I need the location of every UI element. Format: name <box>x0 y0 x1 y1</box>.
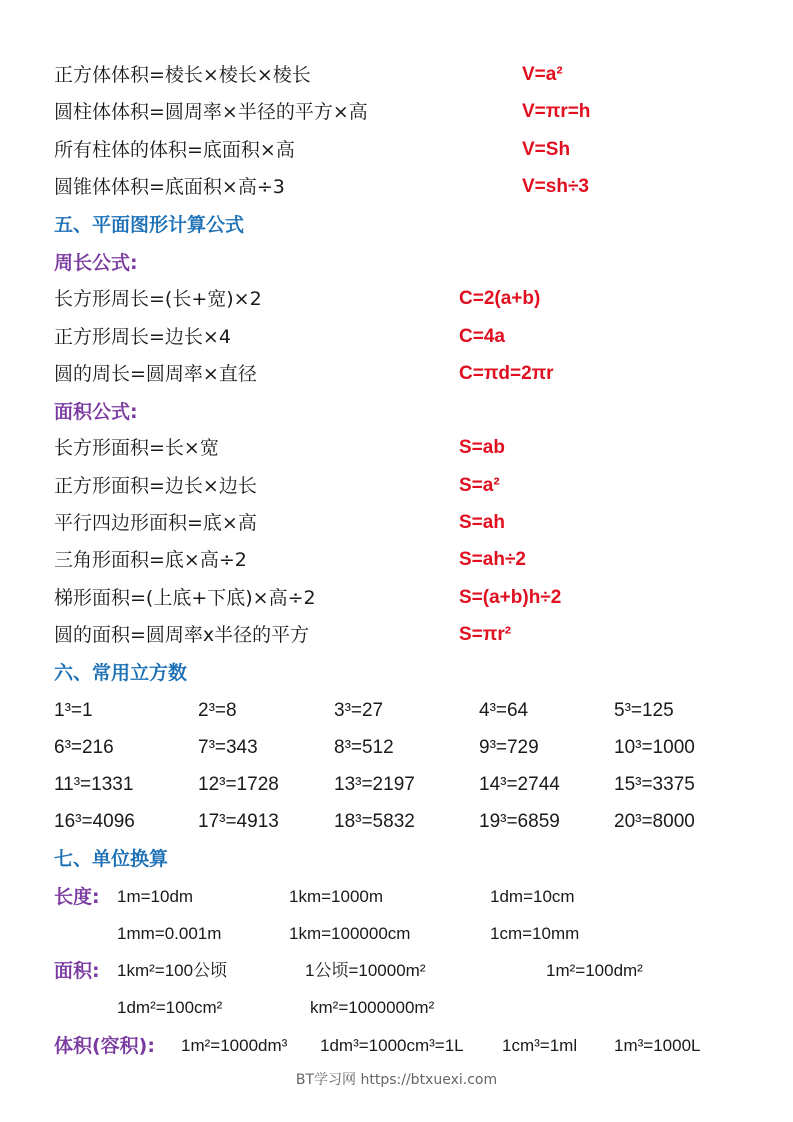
formula-expression: S=(a+b)h÷2 <box>459 587 562 608</box>
cube-value: 14³=2744 <box>479 774 560 795</box>
cube-value: 2³=8 <box>198 700 237 721</box>
cube-value: 20³=8000 <box>614 811 695 832</box>
cube-value: 5³=125 <box>614 700 674 721</box>
subsection-heading: 周长公式: <box>54 252 138 274</box>
formula-expression: S=ab <box>459 437 505 458</box>
cube-value: 6³=216 <box>54 737 114 758</box>
formula-expression: V=a² <box>522 64 563 85</box>
section-heading: 六、常用立方数 <box>54 662 188 684</box>
formula-expression: S=ah÷2 <box>459 549 526 570</box>
unit-conversion: 1dm=10cm <box>490 887 575 906</box>
cube-value: 1³=1 <box>54 700 93 721</box>
unit-conversion: 1公顷=10000m² <box>305 961 426 980</box>
cube-value: 8³=512 <box>334 737 394 758</box>
formula-text: 圆锥体体积=底面积×高÷3 <box>54 176 285 198</box>
formula-expression: S=ah <box>459 512 505 533</box>
formula-text: 圆的周长=圆周率×直径 <box>54 363 257 385</box>
unit-conversion: 1m²=1000dm³ <box>181 1036 288 1055</box>
cube-value: 18³=5832 <box>334 811 415 832</box>
section-heading: 五、平面图形计算公式 <box>54 214 245 236</box>
cube-value: 4³=64 <box>479 700 529 721</box>
cube-value: 9³=729 <box>479 737 539 758</box>
formula-expression: V=πr=h <box>522 101 591 122</box>
cube-value: 12³=1728 <box>198 774 279 795</box>
cube-value: 10³=1000 <box>614 737 695 758</box>
formula-expression: V=sh÷3 <box>522 176 589 197</box>
formula-text: 平行四边形面积=底×高 <box>54 512 257 534</box>
unit-conversion: 1km=1000m <box>289 887 384 906</box>
unit-conversion: km²=1000000m² <box>310 998 435 1017</box>
formula-expression: S=a² <box>459 475 500 496</box>
cube-value: 19³=6859 <box>479 811 560 832</box>
unit-conversion: 1dm²=100cm² <box>117 998 223 1017</box>
cube-value: 16³=4096 <box>54 811 135 832</box>
formula-text: 圆柱体体积=圆周率×半径的平方×高 <box>54 101 368 123</box>
unit-conversion: 1m³=1000L <box>614 1036 701 1055</box>
cube-value: 7³=343 <box>198 737 258 758</box>
formula-expression: C=2(a+b) <box>459 288 541 309</box>
length-label: 长度: <box>54 886 100 908</box>
formula-expression: S=πr² <box>459 624 512 645</box>
unit-conversion: 1km²=100公顷 <box>117 961 228 980</box>
formula-text: 所有柱体的体积=底面积×高 <box>54 139 295 161</box>
unit-conversion: 1cm³=1ml <box>502 1036 578 1055</box>
cube-value: 17³=4913 <box>198 811 279 832</box>
unit-conversion: 1cm=10mm <box>490 924 580 943</box>
cube-value: 11³=1331 <box>54 774 134 795</box>
cube-value: 13³=2197 <box>334 774 415 795</box>
section-heading: 七、单位换算 <box>54 848 169 870</box>
cube-value: 3³=27 <box>334 700 384 721</box>
formula-text: 长方形面积=长×宽 <box>54 437 219 459</box>
cube-value: 15³=3375 <box>614 774 695 795</box>
unit-conversion: 1m²=100dm² <box>546 961 643 980</box>
formula-text: 三角形面积=底×高÷2 <box>54 549 247 571</box>
formula-expression: V=Sh <box>522 139 571 160</box>
formula-text: 长方形周长=(长+宽)×2 <box>54 288 262 310</box>
formula-expression: C=4a <box>459 326 505 347</box>
footer-watermark: BT学习网 https://btxuexi.com <box>295 1072 498 1088</box>
formula-text: 梯形面积=(上底+下底)×高÷2 <box>54 587 316 609</box>
area-label: 面积: <box>54 960 100 982</box>
formula-text: 正方体体积=棱长×棱长×棱长 <box>54 64 311 86</box>
formula-expression: C=πd=2πr <box>459 363 554 384</box>
formula-text: 圆的面积=圆周率x半径的平方 <box>54 624 310 646</box>
unit-conversion: 1km=100000cm <box>289 924 411 943</box>
formula-text: 正方形周长=边长×4 <box>54 326 231 348</box>
unit-conversion: 1m=10dm <box>117 887 194 906</box>
volume-label: 体积(容积): <box>54 1035 155 1057</box>
formula-text: 正方形面积=边长×边长 <box>54 475 257 497</box>
unit-conversion: 1mm=0.001m <box>117 924 222 943</box>
subsection-heading: 面积公式: <box>54 401 138 423</box>
unit-conversion: 1dm³=1000cm³=1L <box>320 1036 464 1055</box>
